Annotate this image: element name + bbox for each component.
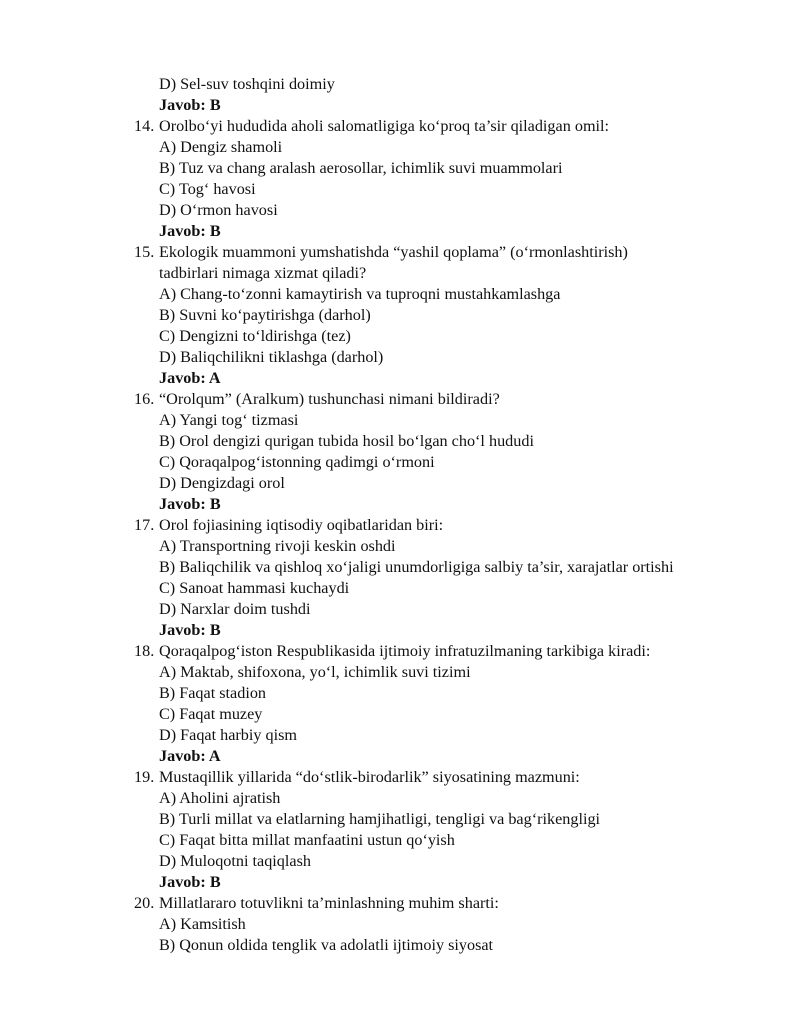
answer-line: Javob: B — [159, 495, 221, 513]
answer-line: Javob: A — [159, 369, 221, 387]
option-d: D) Dengizdagi orol — [159, 474, 285, 492]
answer-line: Javob: B — [159, 222, 221, 240]
option-b: B) Baliqchilik va qishloq xo‘jaligi unumdorligiga salbiy ta’sir, xarajatlar ortishi — [159, 558, 674, 576]
question-number: 20. — [134, 894, 155, 912]
option-a: A) Yangi tog‘ tizmasi — [159, 411, 299, 429]
option-a: A) Chang-to‘zonni kamaytirish va tuproqni mustahkamlashga — [159, 285, 561, 303]
answer-line: Javob: B — [159, 873, 221, 891]
question-line — [134, 242, 774, 263]
question-18 — [134, 641, 774, 767]
option-c: C) Faqat muzey — [159, 705, 263, 723]
option-d: D) O‘rmon havosi — [159, 201, 278, 219]
question-text: “Orolqum” (Aralkum) tushunchasi nimani bildiradi? — [159, 390, 500, 408]
option-b: B) Suvni ko‘paytirishga (darhol) — [159, 306, 371, 324]
option-b: B) Orol dengizi qurigan tubida hosil bo‘lgan cho‘l hududi — [159, 432, 534, 450]
option-d: D) Muloqotni taqiqlash — [159, 852, 311, 870]
option-b: B) Faqat stadion — [159, 684, 267, 702]
question-line — [134, 389, 774, 410]
answer-line: Javob: B — [159, 96, 221, 114]
option-d: D) Narxlar doim tushdi — [159, 600, 311, 618]
question-16 — [134, 389, 774, 515]
answer-line: Javob: A — [159, 747, 221, 765]
question-20 — [134, 893, 774, 956]
question-text: Orolbo‘yi hududida aholi salomatligiga ko‘proq ta’sir qiladigan omil: — [159, 117, 610, 135]
option-a: A) Aholini ajratish — [159, 789, 281, 807]
question-line — [134, 641, 774, 662]
option-a: A) Transportning rivoji keskin oshdi — [159, 537, 396, 555]
question-17 — [134, 515, 774, 641]
question-15 — [134, 242, 774, 389]
document-body — [134, 74, 774, 956]
question-number: 18. — [134, 642, 155, 660]
option-d: D) Sel-suv toshqini doimiy — [159, 75, 335, 93]
question-number: 16. — [134, 390, 155, 408]
question-line — [134, 116, 774, 137]
option-d: D) Baliqchilikni tiklashga (darhol) — [159, 348, 384, 366]
question-line — [134, 767, 774, 788]
question-14 — [134, 116, 774, 242]
option-b: B) Tuz va chang aralash aerosollar, ichimlik suvi muammolari — [159, 159, 563, 177]
option-c: C) Qoraqalpog‘istonning qadimgi o‘rmoni — [159, 453, 435, 471]
question-text: Orol fojiasining iqtisodiy oqibatlaridan biri: — [159, 516, 444, 534]
question-number: 15. — [134, 243, 155, 261]
question-text: Mustaqillik yillarida “do‘stlik-birodarlik” siyosatining mazmuni: — [159, 768, 580, 786]
answer-line: Javob: B — [159, 621, 221, 639]
question-text: Qoraqalpog‘iston Respublikasida ijtimoiy infratuzilmaning tarkibiga kiradi: — [159, 642, 651, 660]
option-b: B) Turli millat va elatlarning hamjihatligi, tengligi va bag‘rikengligi — [159, 810, 601, 828]
question-text-continued: tadbirlari nimaga xizmat qiladi? — [159, 264, 367, 282]
question-19 — [134, 767, 774, 893]
option-c: C) Sanoat hammasi kuchaydi — [159, 579, 350, 597]
question-line — [134, 515, 774, 536]
option-a: A) Kamsitish — [159, 915, 246, 933]
question-line — [134, 893, 774, 914]
option-c: C) Dengizni to‘ldirishga (tez) — [159, 327, 351, 345]
question-13-tail — [134, 74, 774, 116]
option-d: D) Faqat harbiy qism — [159, 726, 298, 744]
option-c: C) Faqat bitta millat manfaatini ustun qo‘yish — [159, 831, 455, 849]
question-number: 17. — [134, 516, 155, 534]
option-a: A) Dengiz shamoli — [159, 138, 283, 156]
option-a: A) Maktab, shifoxona, yo‘l, ichimlik suvi tizimi — [159, 663, 471, 681]
question-number: 14. — [134, 117, 155, 135]
question-number: 19. — [134, 768, 155, 786]
option-b: B) Qonun oldida tenglik va adolatli ijtimoiy siyosat — [159, 936, 494, 954]
question-text: Ekologik muammoni yumshatishda “yashil qoplama” (o‘rmonlashtirish) — [159, 243, 628, 261]
question-text: Millatlararo totuvlikni ta’minlashning muhim sharti: — [159, 894, 499, 912]
option-c: C) Tog‘ havosi — [159, 180, 256, 198]
